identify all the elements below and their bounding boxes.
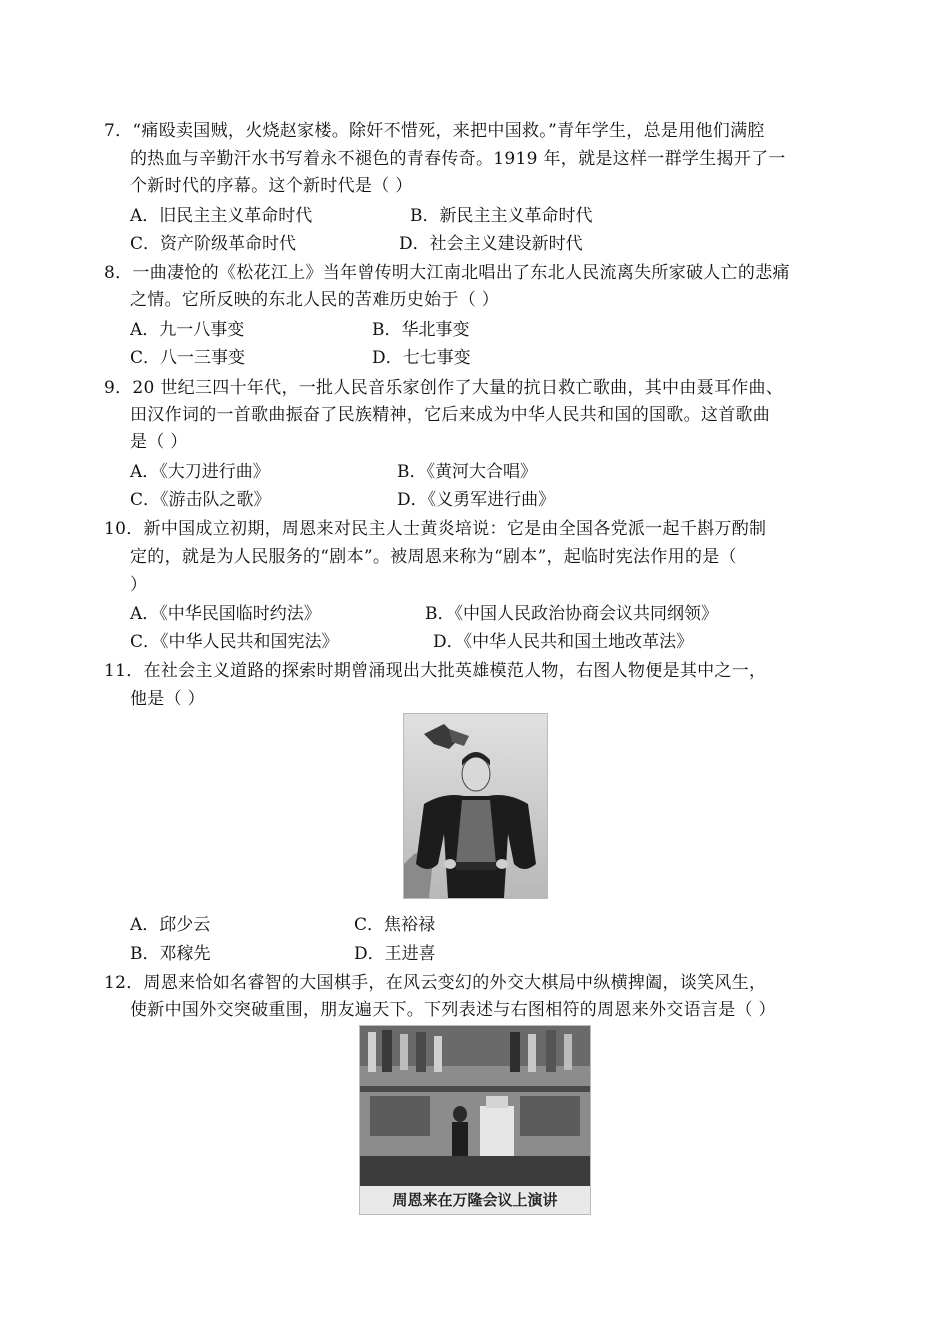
q12-line-1: 12．周恩来恰如名睿智的大国棋手，在风云变幻的外交大棋局中纵横捭阖，谈笑风生，: [104, 973, 767, 993]
q11-option-d: D．王进喜: [354, 944, 436, 964]
q11-option-a: A．邱少云: [130, 915, 211, 935]
q12-line-2: 使新中国外交突破重围，朋友遍天下。下列表述与右图相符的周恩来外交语言是（ ）: [130, 1000, 776, 1020]
q10-option-a: A．《中华民国临时约法》: [130, 604, 321, 624]
photo-caption: 周恩来在万隆会议上演讲: [392, 1191, 558, 1209]
q11-line-1: 11．在社会主义道路的探索时期曾涌现出大批英雄模范人物，右图人物便是其中之一，: [104, 661, 767, 681]
bandung-conference-photo: [359, 1025, 591, 1215]
q9-option-a: A．《大刀进行曲》: [130, 462, 270, 482]
q7-line-3: 个新时代的序幕。这个新时代是（ ）: [130, 176, 413, 196]
q10-line-2: 定的，就是为人民服务的“剧本”。被周恩来称为“剧本”，起临时宪法作用的是（: [130, 547, 737, 567]
q10-line-3: ）: [130, 575, 148, 595]
q7-option-b: B．新民主主义革命时代: [410, 206, 593, 226]
q7-option-a: A．旧民主主义革命时代: [130, 206, 313, 226]
q7-option-d: D．社会主义建设新时代: [399, 234, 583, 254]
q8-line-2: 之情。它所反映的东北人民的苦难历史始于（ ）: [130, 290, 500, 310]
q9-option-d: D．《义勇军进行曲》: [397, 490, 556, 510]
q7-line-1: 7．“痛殴卖国贼，火烧赵家楼。除奸不惜死，来把中国救。”青年学生，总是用他们满腔: [104, 121, 765, 141]
q9-line-3: 是（ ）: [130, 432, 188, 452]
q8-option-a: A．九一八事变: [130, 320, 245, 340]
q8-line-1: 8．一曲凄怆的《松花江上》当年曾传明大江南北唱出了东北人民流离失所家破人亡的悲痛: [104, 263, 790, 283]
q10-option-d: D．《中华人民共和国土地改革法》: [433, 632, 694, 652]
q8-option-b: B．华北事变: [372, 320, 470, 340]
q9-line-2: 田汉作词的一首歌曲振奋了民族精神，它后来成为中华人民共和国的国歌。这首歌曲: [130, 405, 771, 425]
q11-option-c: C．焦裕禄: [354, 915, 436, 935]
q8-option-d: D．七七事变: [372, 348, 471, 368]
q10-option-b: B．《中国人民政治协商会议共同纲领》: [425, 604, 718, 624]
q10-line-1: 10．新中国成立初期，周恩来对民主人士黄炎培说：它是由全国各党派一起千斟万酌制: [104, 519, 767, 539]
q8-option-c: C．八一三事变: [130, 348, 246, 368]
q7-option-c: C．资产阶级革命时代: [130, 234, 297, 254]
q9-option-b: B．《黄河大合唱》: [397, 462, 537, 482]
q7-line-2: 的热血与辛勤汗水书写着永不褪色的青春传奇。1919 年，就是这样一群学生揭开了一: [130, 149, 786, 169]
worker-portrait-photo: [403, 713, 548, 899]
q10-option-c: C．《中华人民共和国宪法》: [130, 632, 339, 652]
q9-line-1: 9．20 世纪三四十年代，一批人民音乐家创作了大量的抗日救亡歌曲，其中由聂耳作曲、: [104, 378, 784, 398]
q11-line-2: 他是（ ）: [130, 689, 205, 709]
worker-portrait-icon: [404, 714, 547, 898]
q11-option-b: B．邓稼先: [130, 944, 211, 964]
q9-option-c: C．《游击队之歌》: [130, 490, 271, 510]
